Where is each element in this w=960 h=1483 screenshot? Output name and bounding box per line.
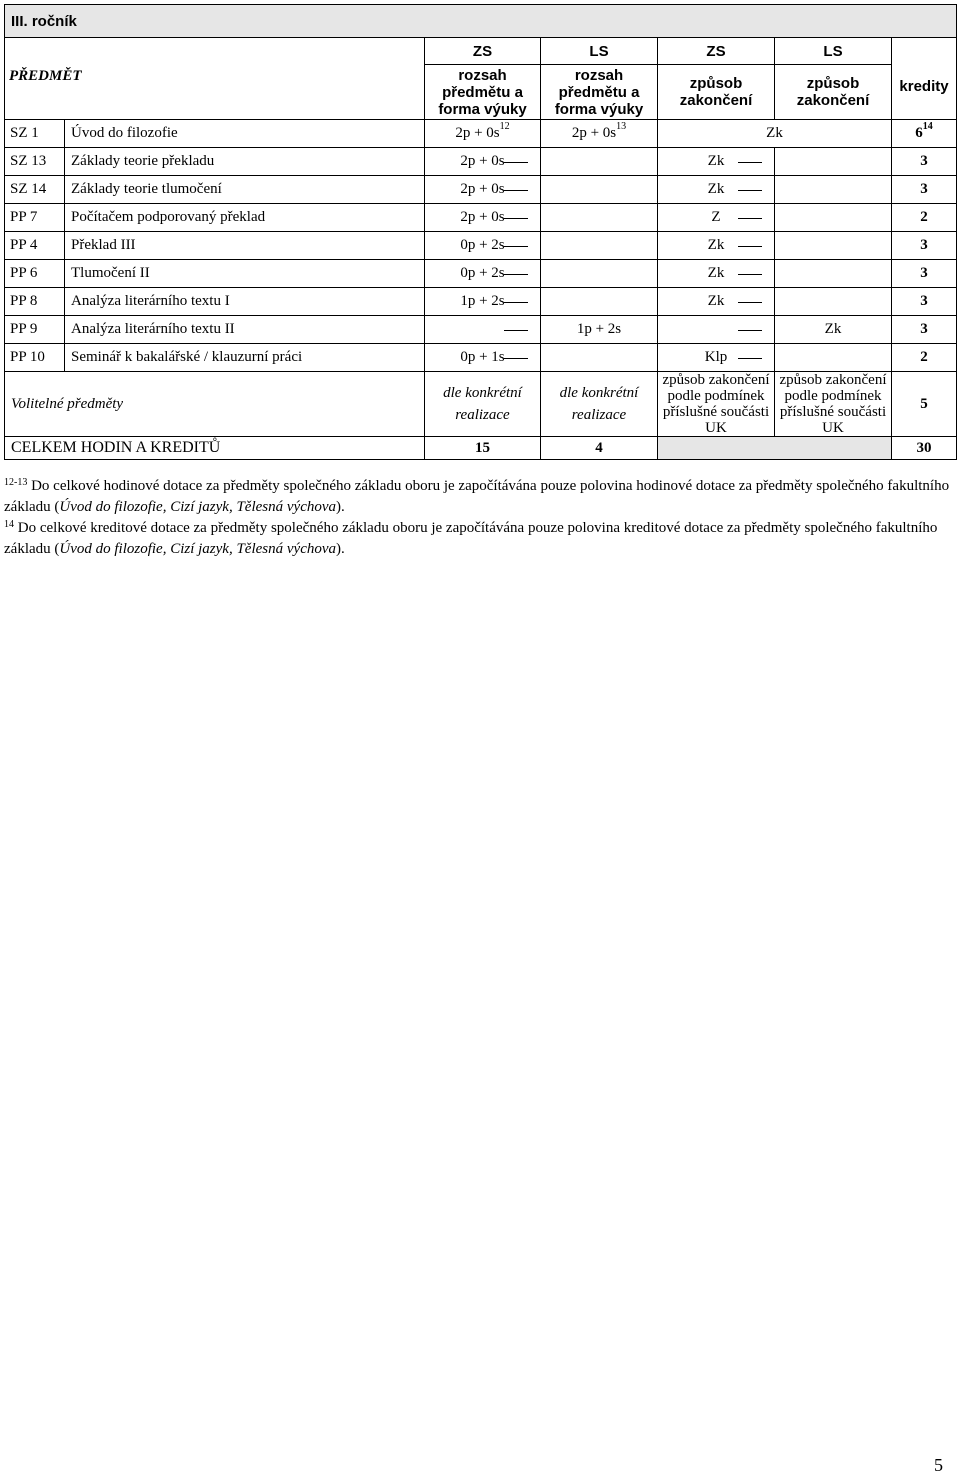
dash-mark [738,274,762,275]
completion-header-zs: způsob [689,75,743,92]
completion-merged: Zk [658,120,892,148]
totals-label: CELKEM HODIN A KREDITŮ [5,437,425,460]
dash-mark [738,162,762,163]
scope-header-ls: rozsah [574,66,624,84]
dash-mark [504,246,528,247]
subject-header: PŘEDMĚT [5,38,425,120]
dash-mark [504,274,528,275]
dash-mark [504,218,528,219]
table-row: PP 9 Analýza literárního textu II 1p + 2s Zk 3 [5,316,957,344]
electives-credits: 5 [892,372,957,437]
totals-ls: 4 [541,437,658,460]
footnotes [4,476,954,560]
table-row: PP 4 Překlad III 0p + 2s Zk 3 [5,232,957,260]
page-title: III. ročník [5,5,957,38]
dash-mark [504,358,528,359]
table-row: SZ 14 Základy teorie tlumočení 2p + 0s Zk 3 [5,176,957,204]
dash-mark [504,190,528,191]
course-name: Úvod do filozofie [65,120,425,148]
dash-mark [504,330,528,331]
dash-mark [504,302,528,303]
dash-mark [738,330,762,331]
dash-mark [738,190,762,191]
semester-zs-1: ZS [425,38,541,65]
totals-zs: 15 [425,437,541,460]
credits-header: kredity [892,38,957,120]
table-row: PP 8 Analýza literárního textu I 1p + 2s Zk 3 [5,288,957,316]
table-row: PP 10 Seminář k bakalářské / klauzurní práci 0p + 1s Klp 2 [5,344,957,372]
semester-ls-2: LS [775,38,892,65]
footnote-12-13: $^{12-13}$ Do celkové hodinové dotace za předměty společného základu oboru je započítávána pouze polovina hodinové dotace za předměty společného fakultního základu (Úvod do filozofie, Cizí jazyk, Tělesná výchova). [4,477,950,515]
table-row: SZ 1 Úvod do filozofie $2p + 0s^{12}$ $2p + 0s^{13}$ Zk $6^{14}$ [5,120,957,148]
totals-credits: 30 [892,437,957,460]
table-row: PP 7 Počítačem podporovaný překlad 2p + 0s Z 2 [5,204,957,232]
table-row: SZ 13 Základy teorie překladu 2p + 0s Zk 3 [5,148,957,176]
footnote-14: $^{14}$ Do celkové kreditové dotace za předměty společného základu oboru je započítávána pouze polovina kreditové dotace za předměty společného fakultního základu (Úvod do filozofie, Cizí jazyk, Tělesná výchova). [4,519,938,557]
course-code: SZ 1 [5,120,65,148]
semester-ls-1: LS [541,38,658,65]
table-row: PP 6 Tlumočení II 0p + 2s Zk 3 [5,260,957,288]
scope-zs: 2p + 0s [455,125,500,141]
electives-row: Volitelné předměty dle konkrétní realizace dle konkrétní realizace způsob zakončení podle podmínek příslušné součásti UK způsob zakončení podle podmínek příslušné součásti UK 5 [5,372,957,437]
totals-row [5,437,957,460]
page-number: 5 [934,1455,943,1475]
dash-mark [738,358,762,359]
dash-mark [504,162,528,163]
scope-header-zs: rozsah [458,66,507,84]
totals-shaded [658,437,892,460]
dash-mark [738,302,762,303]
dash-mark [738,218,762,219]
curriculum-table: III. ročník PŘEDMĚT ZS LS ZS LS kredity rozsah předmětu a forma výuky rozsah předmětu a forma výuky způsob zakončení způsob zakončení SZ 1 Úvod do filozofie $2p + 0s^{12}$ $2p + 0s^{13}$ Zk $6^{14}$ SZ 13 Základy teorie překladu 2p + 0s Zk 3 SZ 14 Základy teorie tlumočení 2p + 0s Zk 3 PP 7 Počítačem podporovaný překlad 2p + 0s Z 2 PP 4 Překlad III 0p + 2s Zk 3 PP 6 Tlumočení II 0p + 2s Zk 3 PP 8 Analýza literárního textu I 1p + 2s Zk 3 PP 9 Analýza literárního textu II 1p + 2s Zk 3 PP 10 Seminář k bakalářské / klauzurní práci 0p + 1s Klp 2 Volitelné předměty dle konkrétní realizace dle konkrétní realizace způsob zakončení podle podmínek příslušné součásti UK způsob zakončení podle podmínek příslušné součásti UK 5 CELKEM HODIN A KREDITŮ 15 4 30 [4,4,957,460]
curriculum-sheet [4,4,956,460]
dash-mark [738,246,762,247]
electives-label: Volitelné předměty [5,372,425,437]
completion-header-ls: způsob [806,75,860,92]
scope-ls: 2p + 0s [571,125,617,141]
semester-zs-2: ZS [658,38,775,65]
credits: 6 [915,125,923,141]
